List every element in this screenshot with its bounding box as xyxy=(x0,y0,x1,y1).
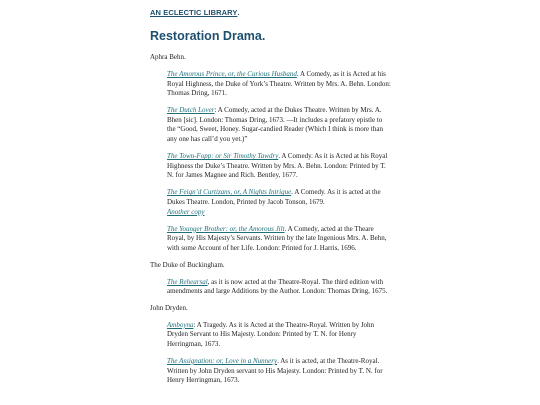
entry-title-link[interactable]: The Town-Fopp: or Sir Timothy Tawdry xyxy=(167,152,279,161)
entry-title-link[interactable]: The Feign’d Curtizans, or, A Nights Intrigue xyxy=(167,188,292,197)
catalog-entry xyxy=(167,225,392,254)
entry-description: , as it is now acted at the Theatre-Royal. The third edition with amendments and large Additions by the Author. London: Thomas Dring, 1675. xyxy=(167,277,388,296)
entry-title-link[interactable]: The Rehearsal xyxy=(167,277,208,286)
entry-title-link[interactable]: The Amorous Prince, or, the Curious Husband xyxy=(167,70,297,78)
site-title-suffix: . xyxy=(237,8,240,17)
author-name: The Duke of Buckingham. xyxy=(150,260,225,269)
entry-description: . As it is acted, at the Theatre-Royal. Written by John Dryden servant to His Majesty. London: Printed by T. N. for Henry Herringman, 1673. xyxy=(167,356,383,385)
author-name: John Dryden. xyxy=(150,303,188,312)
catalog-entry xyxy=(167,106,392,144)
catalog-entry xyxy=(167,70,392,99)
entry-title-link[interactable]: The Assignation: or, Love in a Nunnery xyxy=(167,356,278,365)
catalog-entry xyxy=(167,278,392,297)
entry-description: : A Tragedy. As it is Acted at the Theatre-Royal. Written by John Dryden Servant to His Majesty. London: Printed by T. N. for Henry Herringman, 1673. xyxy=(167,320,375,348)
site-header xyxy=(150,8,392,18)
catalog-entry xyxy=(167,152,392,181)
page-title: Restoration Drama. xyxy=(150,29,266,43)
catalog-entry xyxy=(167,188,392,217)
page-content xyxy=(150,8,392,386)
entry-description: . A Comedy. As it is acted at the Dukes Theatre. London, Printed by Jacob Tonson, 1679. xyxy=(167,188,381,207)
catalog xyxy=(150,53,392,386)
entry-description: . A Comedy. As it is Acted at his Royal Highness the Duke’s Theatre. Written by Mrs. A. Behn. London: Printed by T. N. for James Magnee and Rich. Bentley, 1677. xyxy=(167,152,388,180)
catalog-entry xyxy=(167,357,392,386)
catalog-entry xyxy=(167,321,392,350)
entry-description: : A Comedy, acted at the Dukes Theatre. Written by Mrs. A. Bhen [sic]. London: Thomas Dring, 1673. —It includes a prefatory epistle to the “Good, Sweet, Honey. Sugar-candied Reader (Which I think is more than any one has call’d you yet.)” xyxy=(167,106,383,144)
entry-title-link[interactable]: The Younger Brother: or, the Amorous Jilt xyxy=(167,224,285,233)
entry-title-link[interactable]: The Dutch Lover xyxy=(167,106,215,115)
another-copy-link[interactable]: Another copy xyxy=(167,207,205,216)
entry-description: . A Comedy, as it is Acted at his Royal Highness, the Duke of York’s Theatre. Written by Mrs. A. Behn. London: Thomas Dring, 1671. xyxy=(167,70,391,98)
entry-title-link[interactable]: Amboyna xyxy=(167,320,194,329)
entry-description: . A Comedy, acted at the Theare Royal, by His Majesty’s Servants. Written by the late Ingenious Mrs. A. Behn, with some Account of her Life. London: Printed for J. Harris, 1696. xyxy=(167,224,387,252)
site-home-link[interactable]: AN ECLECTIC LIBRARY xyxy=(150,8,238,17)
author-name: Aphra Behn. xyxy=(150,53,186,61)
